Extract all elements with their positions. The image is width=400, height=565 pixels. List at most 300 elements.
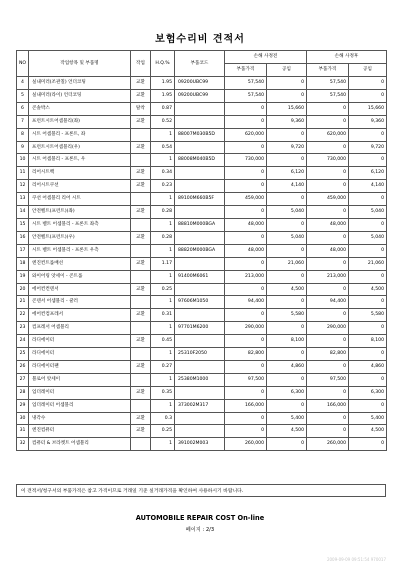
row-before-labor: 0 [267, 77, 307, 90]
row-no: 29 [17, 399, 29, 412]
row-after-part-price: 0 [307, 102, 349, 115]
row-work-type [131, 373, 151, 386]
table-row [17, 89, 387, 102]
row-work-type: 교환 [131, 77, 151, 90]
row-hq: 0.34 [151, 167, 175, 180]
row-before-labor: 5,580 [267, 309, 307, 322]
row-hq: 1.17 [151, 257, 175, 270]
row-hq: 1.95 [151, 89, 175, 102]
header-part-code: 부품코드 [175, 51, 225, 77]
row-no: 26 [17, 360, 29, 373]
row-after-part-price: 0 [307, 360, 349, 373]
row-work-type [131, 128, 151, 141]
row-before-part-price: 0 [225, 141, 267, 154]
row-after-labor: 4,500 [349, 283, 387, 296]
row-no: 25 [17, 348, 29, 361]
table-row [17, 309, 387, 322]
table-row [17, 77, 387, 90]
row-hq: 0.25 [151, 425, 175, 438]
row-no: 23 [17, 322, 29, 335]
row-hq: 0.3 [151, 412, 175, 425]
price-notice: 이 견적서/청구서의 부품가격은 참고 가격이므로 거래일 기준 실거래가격을 확인하여 사용하시기 바랍니다. [16, 484, 386, 497]
row-after-labor: 8,100 [349, 335, 387, 348]
row-work-type: 교환 [131, 115, 151, 128]
row-item-name: 안전벨트(프런트)(좌) [29, 206, 131, 219]
row-before-labor: 8,100 [267, 335, 307, 348]
row-hq: 0.31 [151, 309, 175, 322]
row-after-labor: 0 [349, 154, 387, 167]
table-row [17, 115, 387, 128]
row-item-name: 콘솔박스 [29, 102, 131, 115]
row-before-labor: 0 [267, 218, 307, 231]
row-before-part-price: 459,000 [225, 193, 267, 206]
row-part-code [175, 115, 225, 128]
table-row [17, 206, 387, 219]
row-after-part-price: 459,000 [307, 193, 349, 206]
row-before-labor: 4,860 [267, 360, 307, 373]
row-hq: 0.28 [151, 206, 175, 219]
row-item-name: 에어컨컨덴서 [29, 283, 131, 296]
row-part-code: 97606M1050 [175, 296, 225, 309]
row-work-type: 교환 [131, 412, 151, 425]
row-before-part-price: 82,800 [225, 348, 267, 361]
footer-title: AUTOMOBILE REPAIR COST On-line [135, 514, 265, 522]
row-no: 6 [17, 102, 29, 115]
row-before-part-price: 730,000 [225, 154, 267, 167]
row-work-type: 교환 [131, 141, 151, 154]
row-work-type [131, 322, 151, 335]
row-before-labor: 4,500 [267, 425, 307, 438]
row-hq: 1 [151, 218, 175, 231]
row-hq: 1 [151, 373, 175, 386]
row-before-labor: 9,720 [267, 141, 307, 154]
estimate-table [16, 50, 387, 451]
row-no: 32 [17, 438, 29, 451]
header-work: 작업 [131, 51, 151, 77]
row-before-labor: 21,060 [267, 257, 307, 270]
row-after-labor: 0 [349, 244, 387, 257]
row-hq: 1 [151, 322, 175, 335]
row-part-code: 25310F2050 [175, 348, 225, 361]
row-work-type: 교환 [131, 283, 151, 296]
row-after-part-price: 0 [307, 167, 349, 180]
row-item-name: 와이어링 앗세이 - 콘트롤 [29, 270, 131, 283]
row-no: 8 [17, 128, 29, 141]
row-after-labor: 0 [349, 296, 387, 309]
row-work-type [131, 296, 151, 309]
row-part-code [175, 180, 225, 193]
table-row [17, 283, 387, 296]
row-no: 15 [17, 218, 29, 231]
row-after-part-price: 166,000 [307, 399, 349, 412]
row-part-code [175, 231, 225, 244]
row-before-labor: 0 [267, 373, 307, 386]
table-row [17, 412, 387, 425]
print-timestamp: 2009-09-09 09:51:54 970017 [326, 557, 386, 562]
row-hq: 1.95 [151, 77, 175, 90]
table-row [17, 102, 387, 115]
row-before-labor: 0 [267, 89, 307, 102]
row-item-name: 쿠션 어셈블리 리어 시트 [29, 193, 131, 206]
row-after-part-price: 97,500 [307, 373, 349, 386]
header-after-part-price: 부품가격 [307, 64, 349, 77]
row-after-labor: 5,580 [349, 309, 387, 322]
row-no: 4 [17, 77, 29, 90]
header-after-labor: 공임 [349, 64, 387, 77]
row-item-name: 시트 어셈블리 - 프론트, 좌 [29, 128, 131, 141]
estimate-rows [17, 77, 387, 451]
table-row [17, 231, 387, 244]
row-hq: 1 [151, 270, 175, 283]
row-before-labor: 6,300 [267, 386, 307, 399]
row-hq: 1 [151, 154, 175, 167]
table-row [17, 373, 387, 386]
row-after-part-price: 0 [307, 386, 349, 399]
row-after-part-price: 0 [307, 180, 349, 193]
row-no: 14 [17, 206, 29, 219]
table-row [17, 257, 387, 270]
row-part-code [175, 102, 225, 115]
header-after-adjustment: 손해 사정후 [307, 51, 387, 64]
row-before-part-price: 0 [225, 386, 267, 399]
row-after-labor: 4,500 [349, 425, 387, 438]
row-before-labor: 0 [267, 322, 307, 335]
row-work-type [131, 244, 151, 257]
row-no: 11 [17, 167, 29, 180]
row-before-labor: 5,040 [267, 206, 307, 219]
row-after-labor: 6,120 [349, 167, 387, 180]
table-row [17, 128, 387, 141]
row-part-code [175, 335, 225, 348]
row-no: 7 [17, 115, 29, 128]
row-after-labor: 0 [349, 373, 387, 386]
row-work-type [131, 438, 151, 451]
row-part-code: 09200UBC99 [175, 89, 225, 102]
row-before-labor: 4,500 [267, 283, 307, 296]
row-item-name: 라디에이터 [29, 335, 131, 348]
row-after-labor: 5,400 [349, 412, 387, 425]
row-part-code: 88810M000BGA [175, 218, 225, 231]
row-item-name: 리어시트백 [29, 167, 131, 180]
row-work-type [131, 154, 151, 167]
row-work-type: 교환 [131, 180, 151, 193]
row-hq: 1 [151, 128, 175, 141]
row-before-part-price: 0 [225, 180, 267, 193]
row-after-part-price: 730,000 [307, 154, 349, 167]
row-item-name: 컴퓨터 & 브라켓트 어셈블리 [29, 438, 131, 451]
row-before-labor: 9,360 [267, 115, 307, 128]
row-after-labor: 0 [349, 270, 387, 283]
row-after-part-price: 0 [307, 412, 349, 425]
row-part-code [175, 283, 225, 296]
row-part-code: 97701M6200 [175, 322, 225, 335]
row-item-name: 시트 어셈블리 - 프론트, 우 [29, 154, 131, 167]
page-number: 페이지 : 2/3 [185, 527, 215, 533]
row-hq: 1 [151, 348, 175, 361]
row-no: 10 [17, 154, 29, 167]
row-hq: 1 [151, 399, 175, 412]
row-hq: 0.54 [151, 141, 175, 154]
header-item: 작업항목 및 부품명 [29, 51, 131, 77]
row-part-code [175, 309, 225, 322]
row-after-labor: 0 [349, 399, 387, 412]
row-after-part-price: 0 [307, 257, 349, 270]
table-row [17, 141, 387, 154]
table-row [17, 218, 387, 231]
row-after-part-price: 0 [307, 206, 349, 219]
table-row [17, 399, 387, 412]
row-no: 24 [17, 335, 29, 348]
row-before-labor: 15,660 [267, 102, 307, 115]
row-before-part-price: 0 [225, 335, 267, 348]
row-after-labor: 9,360 [349, 115, 387, 128]
row-hq: 0.28 [151, 231, 175, 244]
table-row [17, 335, 387, 348]
row-no: 28 [17, 386, 29, 399]
row-before-part-price: 620,000 [225, 128, 267, 141]
row-before-labor: 0 [267, 348, 307, 361]
table-row [17, 244, 387, 257]
row-after-part-price: 94,400 [307, 296, 349, 309]
row-after-part-price: 82,800 [307, 348, 349, 361]
page-title: 보험수리비 견적서 [155, 34, 245, 45]
row-item-name: 리어시트쿠션 [29, 180, 131, 193]
row-before-part-price: 0 [225, 283, 267, 296]
row-before-part-price: 0 [225, 231, 267, 244]
row-work-type: 교환 [131, 425, 151, 438]
table-row [17, 425, 387, 438]
row-after-part-price: 48,000 [307, 244, 349, 257]
row-work-type: 교환 [131, 386, 151, 399]
row-before-part-price: 260,000 [225, 438, 267, 451]
row-after-labor: 0 [349, 128, 387, 141]
header-before-part-price: 부품가격 [225, 64, 267, 77]
row-before-labor: 5,400 [267, 412, 307, 425]
row-work-type: 교환 [131, 360, 151, 373]
row-part-code [175, 425, 225, 438]
row-before-part-price: 57,540 [225, 77, 267, 90]
row-work-type: 교환 [131, 257, 151, 270]
row-after-part-price: 620,000 [307, 128, 349, 141]
row-before-labor: 6,120 [267, 167, 307, 180]
row-before-part-price: 57,540 [225, 89, 267, 102]
row-before-labor: 0 [267, 128, 307, 141]
row-before-part-price: 166,000 [225, 399, 267, 412]
row-after-part-price: 0 [307, 283, 349, 296]
row-no: 17 [17, 244, 29, 257]
row-hq: 0.52 [151, 115, 175, 128]
row-item-name: 엔진컴퓨터 [29, 425, 131, 438]
row-part-code: 09200UBC99 [175, 77, 225, 90]
row-before-part-price: 0 [225, 360, 267, 373]
row-part-code [175, 167, 225, 180]
row-part-code [175, 141, 225, 154]
row-no: 13 [17, 193, 29, 206]
row-before-part-price: 97,500 [225, 373, 267, 386]
row-before-part-price: 213,000 [225, 270, 267, 283]
row-before-labor: 4,140 [267, 180, 307, 193]
table-row [17, 438, 387, 451]
row-before-labor: 0 [267, 438, 307, 451]
row-work-type: 교환 [131, 167, 151, 180]
header-hq: H.Q.% [151, 51, 175, 77]
row-after-labor: 0 [349, 322, 387, 335]
row-work-type [131, 348, 151, 361]
row-after-part-price: 0 [307, 141, 349, 154]
row-before-part-price: 0 [225, 412, 267, 425]
row-hq: 1 [151, 244, 175, 257]
row-work-type: 교환 [131, 335, 151, 348]
row-item-name: 블로어 앗세이 [29, 373, 131, 386]
row-after-part-price: 0 [307, 425, 349, 438]
row-no: 21 [17, 296, 29, 309]
row-after-part-price: 213,000 [307, 270, 349, 283]
row-after-labor: 6,300 [349, 386, 387, 399]
row-work-type: 교환 [131, 231, 151, 244]
row-item-name: 에어컨컴프레서 [29, 309, 131, 322]
row-before-part-price: 48,000 [225, 218, 267, 231]
row-after-labor: 0 [349, 348, 387, 361]
row-work-type [131, 270, 151, 283]
row-item-name: 시트 벨트 어셈블리 - 프론트 좌측 [29, 218, 131, 231]
row-no: 20 [17, 283, 29, 296]
row-no: 5 [17, 89, 29, 102]
row-item-name: 업더레이터 [29, 386, 131, 399]
header-before-adjustment: 손해 사정전 [225, 51, 307, 64]
row-item-name: 실내미러(조관칠) 언더코팅 [29, 77, 131, 90]
row-work-type [131, 193, 151, 206]
row-hq: 1 [151, 296, 175, 309]
table-row [17, 193, 387, 206]
row-part-code: 391002M003 [175, 438, 225, 451]
row-after-labor: 0 [349, 438, 387, 451]
row-work-type: 교환 [131, 309, 151, 322]
row-work-type: 탈착 [131, 102, 151, 115]
row-item-name: 라디에이터 [29, 348, 131, 361]
row-part-code: 89100M660B5F [175, 193, 225, 206]
row-before-part-price: 0 [225, 257, 267, 270]
table-row [17, 154, 387, 167]
row-part-code [175, 360, 225, 373]
row-part-code: 91400M6061 [175, 270, 225, 283]
row-item-name: 시트 벨트 어셈블리 - 프론트 우측 [29, 244, 131, 257]
row-after-labor: 5,040 [349, 206, 387, 219]
row-no: 19 [17, 270, 29, 283]
row-work-type [131, 399, 151, 412]
row-after-labor: 0 [349, 77, 387, 90]
row-after-labor: 0 [349, 218, 387, 231]
row-before-part-price: 0 [225, 167, 267, 180]
row-item-name: 업더레이터 어셈블리 [29, 399, 131, 412]
row-hq: 1 [151, 193, 175, 206]
row-hq: 0.35 [151, 386, 175, 399]
table-row [17, 322, 387, 335]
row-before-labor: 0 [267, 193, 307, 206]
row-hq: 0.23 [151, 180, 175, 193]
row-after-part-price: 0 [307, 335, 349, 348]
row-no: 27 [17, 373, 29, 386]
row-before-part-price: 0 [225, 206, 267, 219]
row-no: 22 [17, 309, 29, 322]
table-row [17, 270, 387, 283]
table-row [17, 386, 387, 399]
row-before-part-price: 0 [225, 425, 267, 438]
row-after-labor: 15,660 [349, 102, 387, 115]
row-item-name: 컴프레서 어셈블리 [29, 322, 131, 335]
row-no: 16 [17, 231, 29, 244]
header-no: NO [17, 51, 29, 77]
row-no: 12 [17, 180, 29, 193]
row-no: 18 [17, 257, 29, 270]
table-row [17, 348, 387, 361]
row-part-code: 25380M1000 [175, 373, 225, 386]
row-after-labor: 0 [349, 89, 387, 102]
row-after-labor: 5,040 [349, 231, 387, 244]
row-item-name: 안전벨트(프런트)(우) [29, 231, 131, 244]
row-after-labor: 4,860 [349, 360, 387, 373]
row-before-labor: 0 [267, 154, 307, 167]
header-before-labor: 공임 [267, 64, 307, 77]
row-after-labor: 21,060 [349, 257, 387, 270]
row-before-part-price: 0 [225, 102, 267, 115]
row-before-labor: 0 [267, 270, 307, 283]
row-hq: 0.45 [151, 335, 175, 348]
row-part-code [175, 206, 225, 219]
row-before-labor: 0 [267, 296, 307, 309]
row-hq: 0.87 [151, 102, 175, 115]
row-part-code: 373002M317 [175, 399, 225, 412]
row-after-part-price: 57,540 [307, 89, 349, 102]
row-item-name: 콘덴서 어셈블리 - 쿨러 [29, 296, 131, 309]
table-row [17, 180, 387, 193]
row-after-labor: 4,140 [349, 180, 387, 193]
row-before-part-price: 0 [225, 115, 267, 128]
row-before-part-price: 94,400 [225, 296, 267, 309]
row-item-name: 엔진컨트롤배선 [29, 257, 131, 270]
row-work-type: 교환 [131, 206, 151, 219]
row-part-code: 88820M000BGA [175, 244, 225, 257]
row-after-labor: 9,720 [349, 141, 387, 154]
row-work-type: 교환 [131, 89, 151, 102]
row-hq: 0.27 [151, 360, 175, 373]
table-row [17, 167, 387, 180]
table-row [17, 296, 387, 309]
row-before-labor: 5,040 [267, 231, 307, 244]
row-part-code [175, 412, 225, 425]
table-row [17, 360, 387, 373]
row-item-name: 라디에이터팬 [29, 360, 131, 373]
row-item-name: 실내미러(라이) 언더코팅 [29, 89, 131, 102]
row-after-labor: 0 [349, 193, 387, 206]
row-part-code [175, 386, 225, 399]
row-before-part-price: 0 [225, 309, 267, 322]
row-after-part-price: 290,000 [307, 322, 349, 335]
row-no: 9 [17, 141, 29, 154]
row-after-part-price: 0 [307, 309, 349, 322]
row-no: 31 [17, 425, 29, 438]
row-after-part-price: 57,540 [307, 77, 349, 90]
row-part-code: 88007M030B5D [175, 128, 225, 141]
row-before-labor: 0 [267, 399, 307, 412]
row-after-part-price: 260,000 [307, 438, 349, 451]
row-no: 30 [17, 412, 29, 425]
row-work-type [131, 218, 151, 231]
row-part-code [175, 257, 225, 270]
row-item-name: 냉각수 [29, 412, 131, 425]
row-hq: 1 [151, 438, 175, 451]
row-after-part-price: 0 [307, 231, 349, 244]
row-hq: 0.25 [151, 283, 175, 296]
